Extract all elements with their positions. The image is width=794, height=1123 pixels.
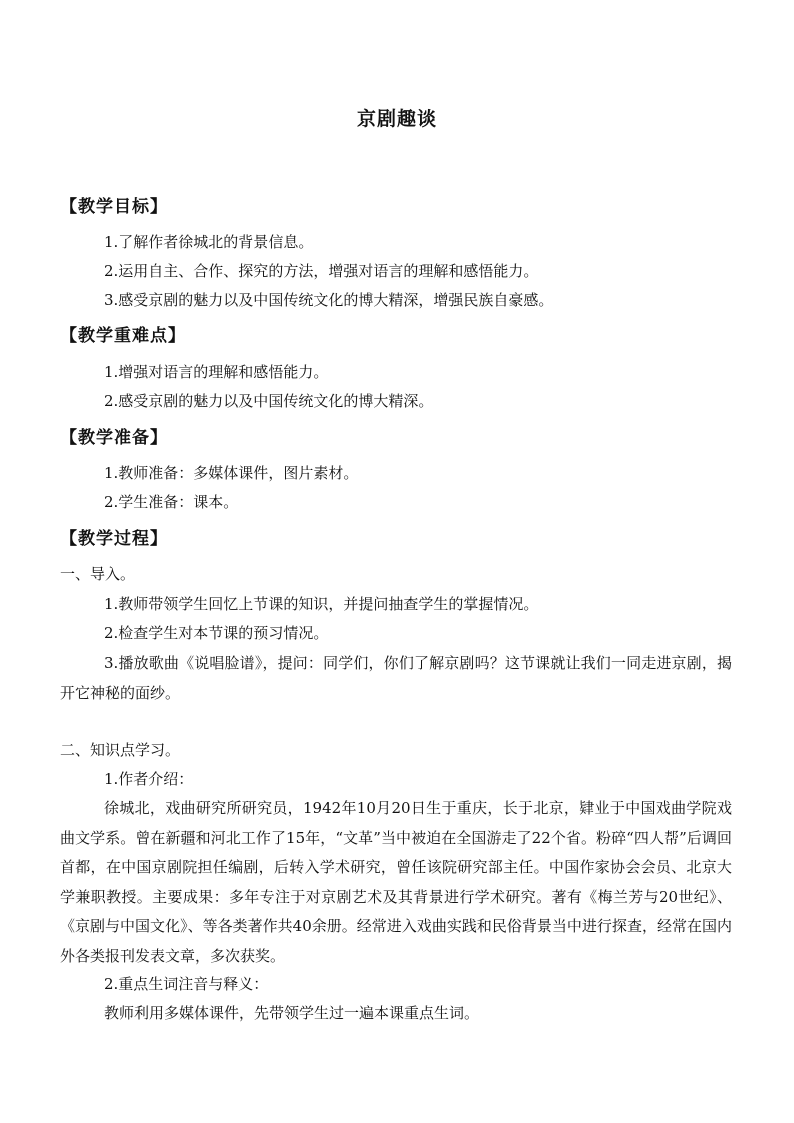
author-heading: 1.作者介绍： — [104, 770, 194, 788]
part1-item-1: 1.教师带领学生回忆上节课的知识，并提问抽查学生的掌握情况。 — [104, 595, 539, 613]
vocab-heading: 2.重点生词注音与释义： — [104, 975, 269, 993]
goal-item-1: 1.了解作者徐城北的背景信息。 — [104, 233, 314, 251]
goal-item-2: 2.运用自主、合作、探究的方法，增强对语言的理解和感悟能力。 — [104, 262, 539, 280]
document-title: 京剧趣谈 — [356, 108, 437, 130]
part1-item-3: 3.播放歌曲《说唱脸谱》，提问：同学们，你们了解京剧吗？这节课就让我们一同走进京剧，揭开它神秘的面纱。 — [60, 654, 732, 702]
part1-heading: 一、导入。 — [60, 565, 136, 583]
key-item-1: 1.增强对语言的理解和感悟能力。 — [104, 363, 329, 381]
vocab-paragraph: 教师利用多媒体课件，先带领学生过一遍本课重点生词。 — [104, 1004, 480, 1022]
heading-preparation: 【教学准备】 — [60, 428, 168, 448]
prep-item-1: 1.教师准备：多媒体课件，图片素材。 — [104, 464, 359, 482]
heading-teaching-goals: 【教学目标】 — [60, 197, 168, 217]
heading-key-points: 【教学重难点】 — [60, 326, 186, 346]
key-item-2: 2.感受京剧的魅力以及中国传统文化的博大精深。 — [104, 392, 434, 410]
author-paragraph: 徐城北，戏曲研究所研究员，1942年10月20日生于重庆，长于北京，肄业于中国戏曲学院戏曲文学系。曾在新疆和河北工作了15年，“文革”当中被迫在全国游走了22个省。粉碎“四人帮”后调回首都，在中国京剧院担任编剧，后转入学术研究，曾任该院研究部主任。中国作家协会会员、北京大学兼职教授。主要成果：多年专注于对京剧艺术及其背景进行学术研究。著有《梅兰芳与20世纪》、《京剧与中国文化》、等各类著作共40余册。经常进入戏曲实践和民俗背景当中进行探查，经常在国内外各类报刊发表文章，多次获奖。 — [60, 799, 732, 965]
heading-process: 【教学过程】 — [60, 529, 168, 549]
part2-heading: 二、知识点学习。 — [60, 741, 181, 759]
prep-item-2: 2.学生准备：课本。 — [104, 493, 239, 511]
goal-item-3: 3.感受京剧的魅力以及中国传统文化的博大精深，增强民族自豪感。 — [104, 291, 554, 309]
part1-item-2: 2.检查学生对本节课的预习情况。 — [104, 624, 329, 642]
